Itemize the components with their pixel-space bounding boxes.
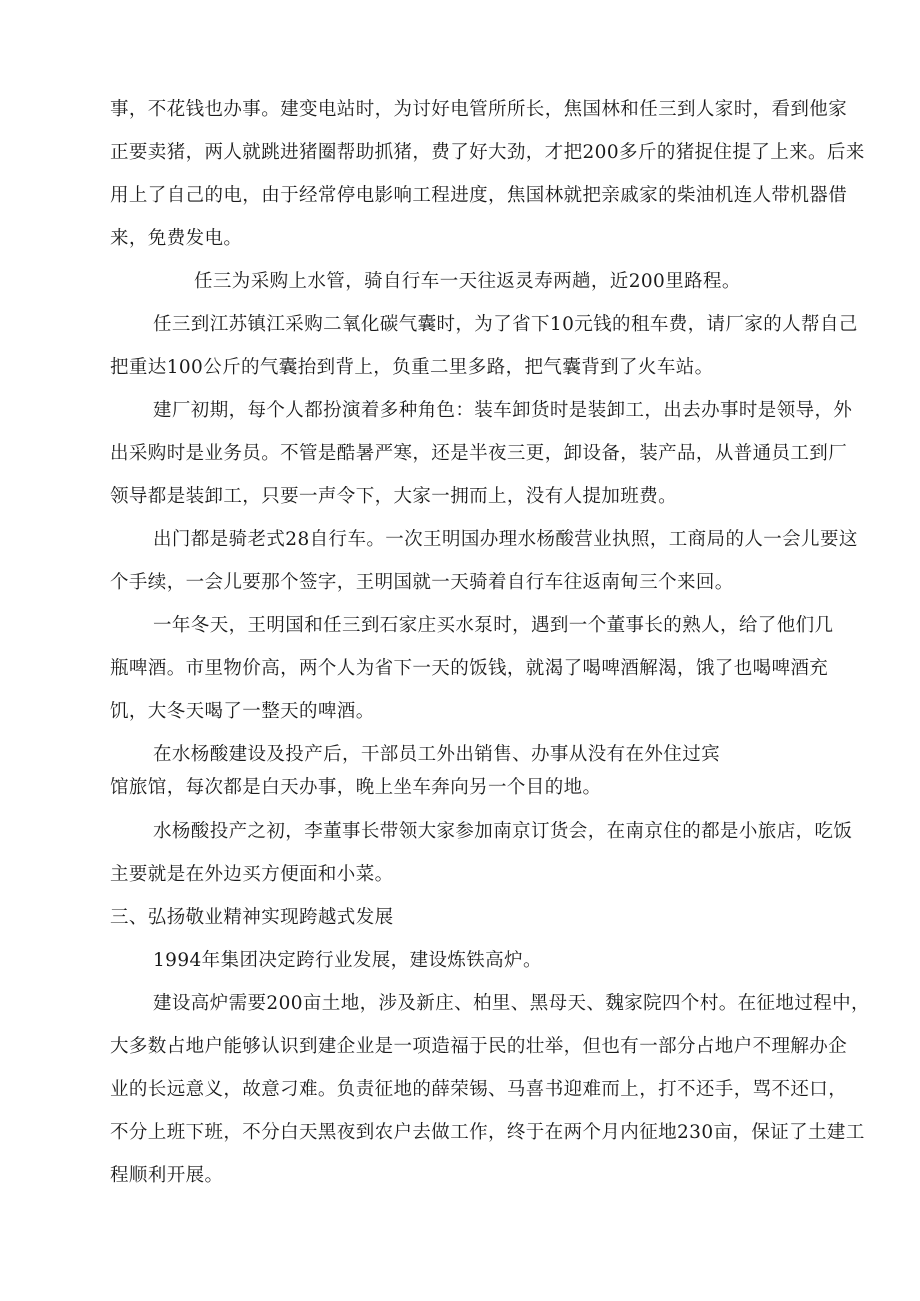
text-line: 出采购时是业务员。不管是酷暑严寒，还是半夜三更，卸设备，装产品，从普通员工到厂 bbox=[110, 443, 848, 464]
text-line: 一年冬天，王明国和任三到石家庄买水泵时，遇到一个董事长的熟人，给了他们几 bbox=[153, 615, 834, 636]
text-line: 程顺利开展。 bbox=[110, 1165, 224, 1186]
text-line: 水杨酸投产之初，李董事长带领大家参加南京订货会，在南京住的都是小旅店，吃饭 bbox=[153, 821, 853, 842]
text-line: 主要就是在外边买方便面和小菜。 bbox=[110, 864, 394, 885]
text-line: 个手续，一会儿要那个签字，王明国就一天骑着自行车往返南甸三个来回。 bbox=[110, 572, 734, 593]
text-line: 在水杨酸建设及投产后，干部员工外出销售、办事从没有在外住过宾 bbox=[153, 744, 721, 765]
text-line: 大多数占地户能够认识到建企业是一项造福于民的壮举，但也有一部分占地户不理解办企 bbox=[110, 1036, 848, 1057]
text-line: 不分上班下班，不分白天黑夜到农户去做工作，终于在两个月内征地230亩，保证了土建工 bbox=[110, 1122, 865, 1143]
text-line: 事，不花钱也办事。建变电站时，为讨好电管所所长，焦国林和任三到人家时，看到他家 bbox=[110, 99, 848, 120]
text-line: 任三到江苏镇江采购二氧化碳气囊时，为了省下10元钱的租车费，请厂家的人帮自己 bbox=[153, 314, 858, 335]
text-line: 1994年集团决定跨行业发展，建设炼铁高炉。 bbox=[153, 950, 542, 971]
text-line: 任三为采购上水管，骑自行车一天往返灵寿两趟，近200里路程。 bbox=[194, 271, 741, 292]
text-line: 建厂初期，每个人都扮演着多种角色：装车卸货时是装卸工，出去办事时是领导，外 bbox=[153, 400, 853, 421]
text-line: 建设高炉需要200亩土地，涉及新庄、柏里、黑母天、魏家院四个村。在征地过程中， bbox=[153, 993, 870, 1014]
text-line: 领导都是装卸工，只要一声令下，大家一拥而上，没有人提加班费。 bbox=[110, 486, 678, 507]
text-line: 馆旅馆，每次都是白天办事，晚上坐车奔向另一个目的地。 bbox=[110, 777, 602, 798]
section-heading: 三、弘扬敬业精神实现跨越式发展 bbox=[110, 907, 394, 928]
text-line: 用上了自己的电，由于经常停电影响工程进度，焦国林就把亲戚家的柴油机连人带机器借 bbox=[110, 185, 848, 206]
text-line: 来，免费发电。 bbox=[110, 228, 243, 249]
text-line: 出门都是骑老式28自行车。一次王明国办理水杨酸营业执照，工商局的人一会儿要这 bbox=[153, 529, 858, 550]
text-line: 业的长远意义，故意刁难。负责征地的薛荣锡、马喜书迎难而上，打不还手，骂不还口， bbox=[110, 1079, 848, 1100]
text-line: 瓶啤酒。市里物价高，两个人为省下一天的饭钱，就渴了喝啤酒解渴，饿了也喝啤酒充 bbox=[110, 658, 829, 679]
text-line: 把重达100公斤的气囊抬到背上，负重二里多路，把气囊背到了火车站。 bbox=[110, 357, 714, 378]
text-line: 正要卖猪，两人就跳进猪圈帮助抓猪，费了好大劲，才把200多斤的猪捉住提了上来。后来 bbox=[110, 142, 865, 163]
text-line: 饥，大冬天喝了一整天的啤酒。 bbox=[110, 701, 375, 722]
